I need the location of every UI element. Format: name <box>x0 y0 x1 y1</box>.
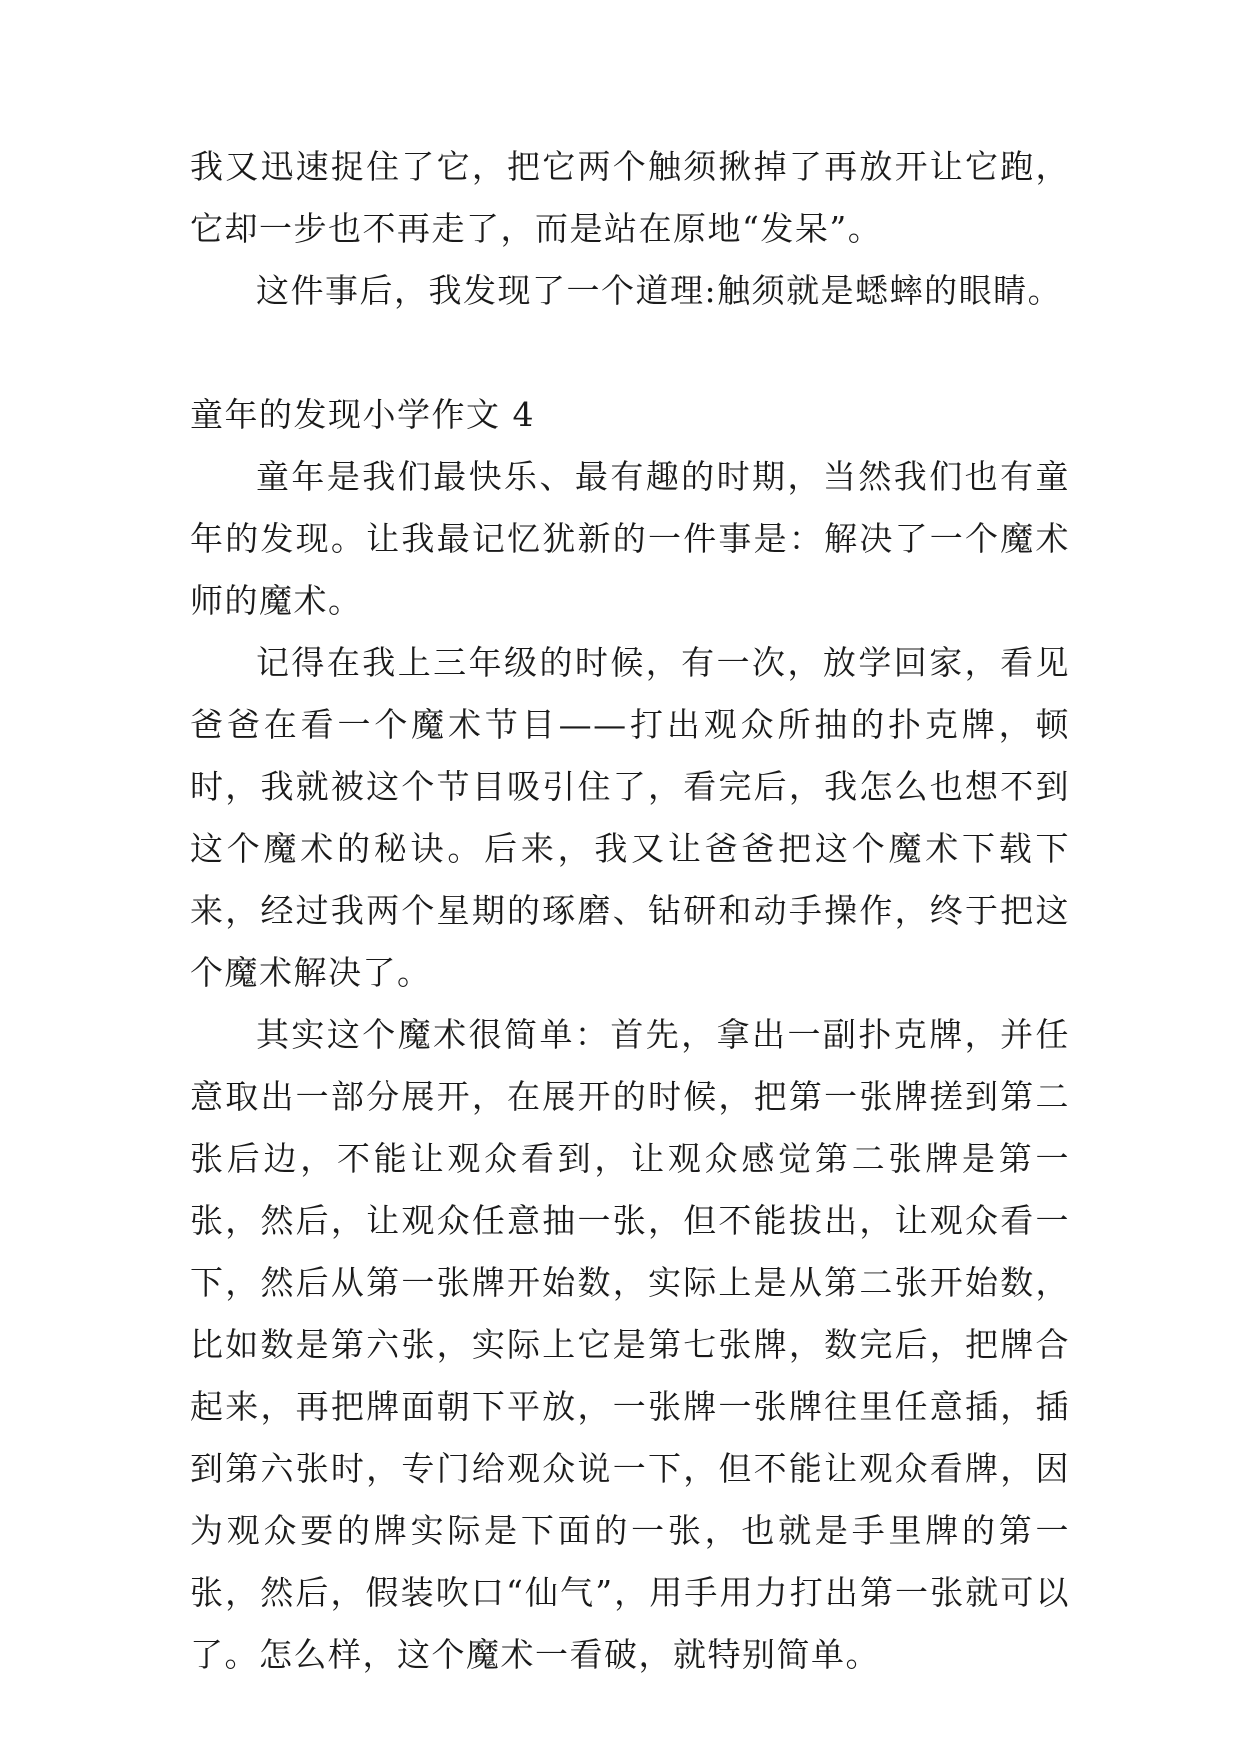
section-gap <box>190 322 1070 384</box>
paragraph-story: 记得在我上三年级的时候，有一次，放学回家，看见爸爸在看一个魔术节目——打出观众所抽的扑克牌，顿时，我就被这个节目吸引住了，看完后，我怎么也想不到这个魔术的秘诀。后来，我又让爸爸把这个魔术下载下来，经过我两个星期的琢磨、钻研和动手操作，终于把这个魔术解决了。 <box>190 643 1070 992</box>
paragraph-conclusion: 这件事后，我发现了一个道理:触须就是蟋蟀的眼睛。 <box>256 271 1063 310</box>
document-body <box>190 136 1070 1686</box>
section-heading: 童年的发现小学作文 4 <box>190 395 535 434</box>
paragraph-intro: 童年是我们最快乐、最有趣的时期，当然我们也有童年的发现。让我最记忆犹新的一件事是：解决了一个魔术师的魔术。 <box>190 457 1070 620</box>
paragraph-continued: 我又迅速捉住了它，把它两个触须揪掉了再放开让它跑，它却一步也不再走了，而是站在原地“发呆”。 <box>190 147 1070 248</box>
paragraph-explanation: 其实这个魔术很简单：首先，拿出一副扑克牌，并任意取出一部分展开，在展开的时候，把第一张牌搓到第二张后边，不能让观众看到，让观众感觉第二张牌是第一张，然后，让观众任意抽一张，但不能拔出，让观众看一下，然后从第一张牌开始数，实际上是从第二张开始数，比如数是第六张，实际上它是第七张牌，数完后，把牌合起来，再把牌面朝下平放，一张牌一张牌往里任意插，插到第六张时，专门给观众说一下，但不能让观众看牌，因为观众要的牌实际是下面的一张，也就是手里牌的第一张，然后，假装吹口“仙气”，用手用力打出第一张就可以了。怎么样，这个魔术一看破，就特别简单。 <box>190 1015 1070 1674</box>
